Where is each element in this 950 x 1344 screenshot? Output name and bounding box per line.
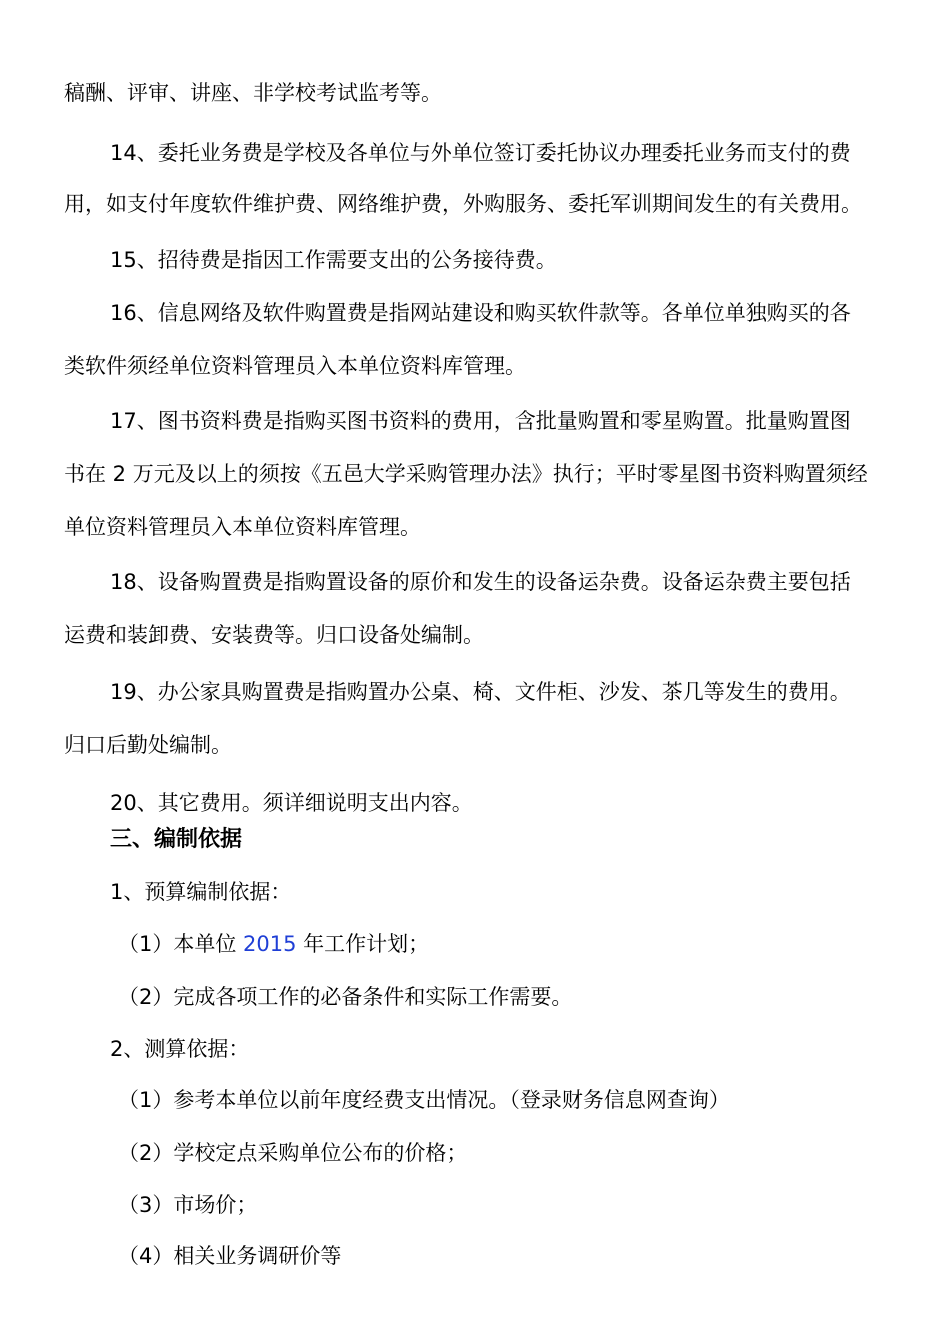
year-highlight: 2015 — [243, 932, 297, 956]
basis-1-item-1 — [118, 929, 950, 959]
basis-2: 2、测算依据： — [110, 1037, 250, 1061]
item-14-line-2: 用，如支付年度软件维护费、网络维护费，外购服务、委托军训期间发生的有关费用。 — [64, 192, 862, 216]
item-17-line-1: 17、图书资料费是指购买图书资料的费用，含批量购置和零星购置。批量购置图 — [110, 409, 851, 433]
basis-1: 1、预算编制依据： — [110, 880, 292, 904]
item-18-line-1: 18、设备购置费是指购置设备的原价和发生的设备运杂费。设备运杂费主要包括 — [110, 570, 851, 594]
item-16-line-1: 16、信息网络及软件购置费是指网站建设和购买软件款等。各单位单独购买的各 — [110, 301, 851, 325]
item-20: 20、其它费用。须详细说明支出内容。 — [110, 791, 473, 815]
item-19-line-2: 归口后勤处编制。 — [64, 733, 232, 757]
basis-1-item-1-suffix: 年工作计划； — [296, 932, 430, 956]
basis-2-item-4: （4）相关业务调研价等 — [118, 1244, 342, 1268]
item-14-line-1: 14、委托业务费是学校及各单位与外单位签订委托协议办理委托业务而支付的费 — [110, 141, 851, 165]
item-17-line-3: 单位资料管理员入本单位资料库管理。 — [64, 515, 421, 539]
item-15: 15、招待费是指因工作需要支出的公务接待费。 — [110, 248, 557, 272]
paragraph-continuation: 稿酬、评审、讲座、非学校考试监考等。 — [64, 81, 442, 105]
basis-1-item-2: （2）完成各项工作的必备条件和实际工作需要。 — [118, 985, 573, 1009]
section-heading: 三、编制依据 — [110, 827, 243, 852]
item-17-line-2: 书在 2 万元及以上的须按《五邑大学采购管理办法》执行；平时零星图书资料购置须经 — [64, 462, 868, 486]
basis-2-item-3: （3）市场价； — [118, 1193, 258, 1217]
item-16-line-2: 类软件须经单位资料管理员入本单位资料库管理。 — [64, 354, 526, 378]
item-18-line-2: 运费和装卸费、安装费等。归口设备处编制。 — [64, 623, 484, 647]
basis-2-item-1: （1）参考本单位以前年度经费支出情况。（登录财务信息网查询） — [118, 1088, 730, 1112]
basis-1-item-1-prefix: （1）本单位 — [118, 932, 244, 956]
item-19-line-1: 19、办公家具购置费是指购置办公桌、椅、文件柜、沙发、茶几等发生的费用。 — [110, 680, 851, 704]
basis-2-item-2: （2）学校定点采购单位公布的价格； — [118, 1141, 468, 1165]
